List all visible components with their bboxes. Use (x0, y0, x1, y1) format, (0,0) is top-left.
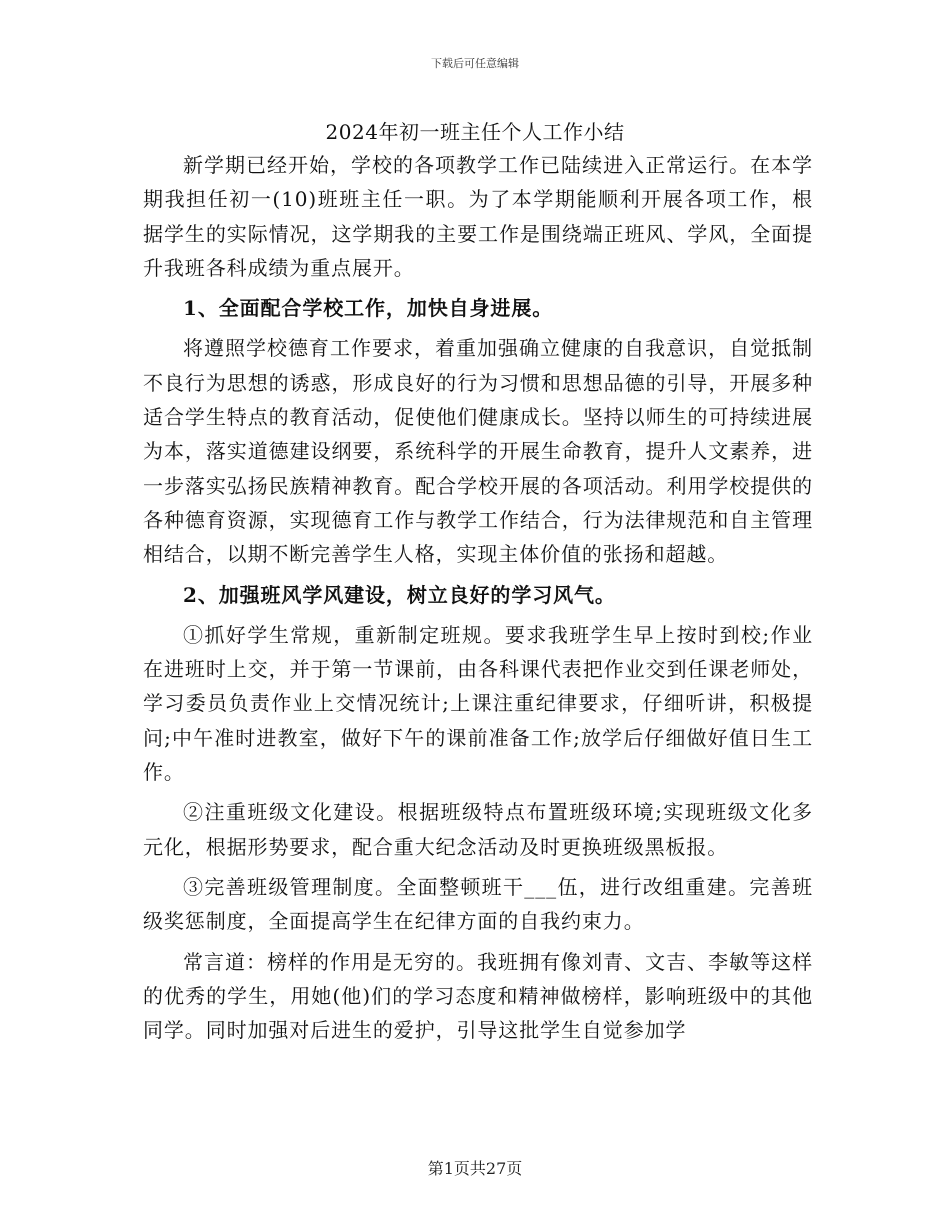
paragraph-item-2: ②注重班级文化建设。根据班级特点布置班级环境;实现班级文化多元化，根据形势要求，配合重大纪念活动及时更换班级黑板报。 (143, 800, 813, 859)
paragraph-role-models: 常言道：榜样的作用是无穷的。我班拥有像刘青、文吉、李敏等这样的优秀的学生，用她(他)们的学习态度和精神做榜样，影响班级中的其他同学。同时加强对后进生的爱护，引导这批学生自觉参加学 (143, 949, 813, 1043)
paragraph-item-3: ③完善班级管理制度。全面整顿班干___伍，进行改组重建。完善班级奖惩制度，全面提高学生在纪律方面的自我约束力。 (143, 874, 813, 934)
document-title: 2024年初一班主任个人工作小结 (325, 120, 625, 144)
paragraph-intro: 新学期已经开始，学校的各项教学工作已陆续进入正常运行。在本学期我担任初一(10)班班主任一职。为了本学期能顺利开展各项工作，根据学生的实际情况，这学期我的主要工作是围绕端正班风、学风，全面提升我班各科成绩为重点展开。 (143, 153, 813, 280)
paragraph-item-1: ①抓好学生常规，重新制定班规。要求我班学生早上按时到校;作业在进班时上交，并于第一节课前，由各科课代表把作业交到任课老师处，学习委员负责作业上交情况统计;上课注重纪律要求，仔细听讲，积极提问;中午准时进教室，做好下午的课前准备工作;放学后仔细做好值日生工作。 (143, 622, 813, 785)
document-body (143, 148, 813, 1047)
section-heading-2: 2、加强班风学风建设，树立良好的学习风气。 (183, 582, 616, 607)
section-heading-1: 1、全面配合学校工作，加快自身进展。 (183, 296, 554, 321)
header-note: 下载后可任意编辑 (431, 57, 519, 70)
paragraph-section-1: 将遵照学校德育工作要求，着重加强确立健康的自我意识，自觉抵制不良行为思想的诱惑，形成良好的行为习惯和思想品德的引导，开展多种适合学生特点的教育活动，促使他们健康成长。坚持以师生的可持续进展为本，落实道德建设纲要，系统科学的开展生命教育，提升人文素养，进一步落实弘扬民族精神教育。配合学校开展的各项活动。利用学校提供的各种德育资源，实现德育工作与教学工作结合，行为法律规范和自主管理相结合，以期不断完善学生人格，实现主体价值的张扬和超越。 (143, 336, 813, 567)
page-number-footer: 第1页共27页 (427, 1159, 523, 1178)
